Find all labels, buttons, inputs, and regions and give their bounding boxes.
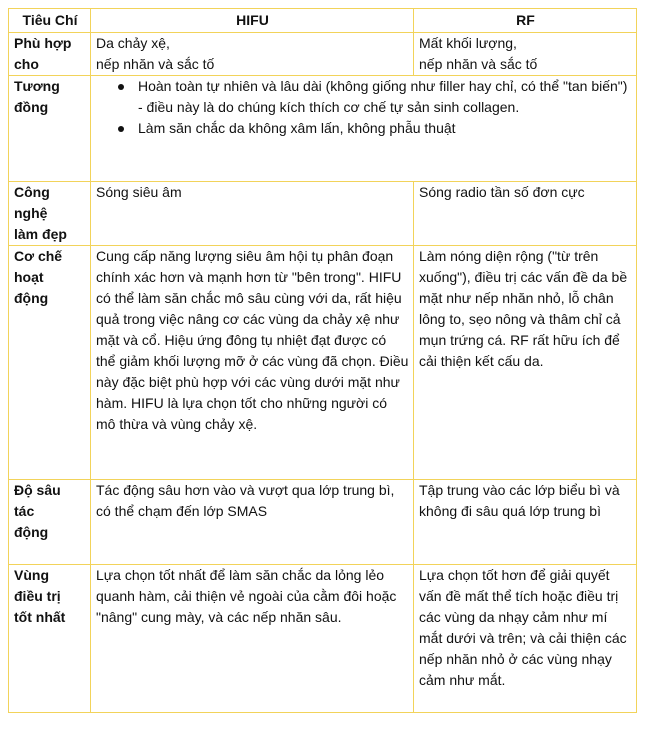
cell-similarity: [91, 76, 637, 182]
cell-hifu-best-area: Lựa chọn tốt nhất để làm săn chắc da lỏng lẻo quanh hàm, cải thiện vẻ ngoài của cằm đôi hoặc "nâng" cung mày, và các nếp nhăn sâu.: [91, 565, 414, 713]
header-criterion: Tiêu Chí: [9, 9, 91, 33]
row-label-line: cho: [14, 56, 39, 72]
row-label-line: Độ sâu: [14, 482, 61, 498]
row-label-line: Phù hợp: [14, 35, 72, 51]
cell-hifu-suitable: [91, 33, 414, 76]
cell-line: nếp nhăn và sắc tố: [419, 56, 538, 72]
header-rf: RF: [414, 9, 637, 33]
comparison-document: [8, 8, 637, 713]
row-label-line: Tương: [14, 78, 60, 94]
row-label-mechanism: [9, 246, 91, 480]
similarity-bullet: Làm săn chắc da không xâm lấn, không phẫu thuật: [138, 118, 632, 139]
cell-hifu-depth: Tác động sâu hơn vào và vượt qua lớp trung bì, có thể chạm đến lớp SMAS: [91, 480, 414, 565]
cell-line: Mất khối lượng,: [419, 35, 517, 51]
row-label-depth: [9, 480, 91, 565]
row-depth: [9, 480, 637, 565]
cell-hifu-mechanism: Cung cấp năng lượng siêu âm hội tụ phân đoạn chính xác hơn và mạnh hơn từ "bên trong". HIFU có thể làm săn chắc mô sâu cùng với da, rất hiệu quả trong việc nâng cơ các vùng da chảy xệ như mặt và cổ. Hiệu ứng đông tụ nhiệt đạt được có thể giảm khối lượng mỡ ở các vùng đã chọn. Điều này đặc biệt phù hợp với các vùng dưới mặt như hàm. HIFU là lựa chọn tốt cho những người có mô thừa và vùng chảy xệ.: [91, 246, 414, 480]
row-label-line: đồng: [14, 99, 49, 115]
row-label-technology: [9, 182, 91, 246]
cell-line: Da chảy xệ,: [96, 35, 170, 51]
row-suitable: [9, 33, 637, 76]
row-label-line: tác: [14, 503, 35, 519]
cell-line: nếp nhăn và sắc tố: [96, 56, 215, 72]
cell-rf-best-area: Lựa chọn tốt hơn để giải quyết vấn đề mất thể tích hoặc điều trị các vùng da nhạy cảm như mí mắt dưới và trên; và cải thiện các nếp nhăn nhỏ ở các vùng nhạy cảm như mắt.: [414, 565, 637, 713]
row-label-line: Công: [14, 184, 50, 200]
row-label-line: nghệ: [14, 205, 48, 221]
row-label-line: tốt nhất: [14, 609, 66, 625]
header-row: [9, 9, 637, 33]
cell-rf-technology: Sóng radio tần số đơn cực: [414, 182, 637, 246]
row-label-best-area: [9, 565, 91, 713]
row-label-line: Cơ chế: [14, 248, 63, 264]
row-label-line: hoạt: [14, 269, 44, 285]
cell-rf-depth: Tập trung vào các lớp biểu bì và không đi sâu quá lớp trung bì: [414, 480, 637, 565]
row-label-line: điều trị: [14, 588, 61, 604]
row-label-line: làm đẹp: [14, 226, 67, 242]
row-label-suitable: [9, 33, 91, 76]
row-label-line: động: [14, 524, 49, 540]
row-similarity: [9, 76, 637, 182]
row-label-line: Vùng: [14, 567, 49, 583]
cell-rf-suitable: [414, 33, 637, 76]
row-mechanism: [9, 246, 637, 480]
cell-rf-mechanism: Làm nóng diện rộng ("từ trên xuống"), điều trị các vấn đề da bề mặt như nếp nhăn nhỏ, lỗ chân lông to, sẹo nông và thâm chỉ cả mụn trứng cá. RF rất hữu ích để cải thiện kết cấu da.: [414, 246, 637, 480]
similarity-list: [96, 76, 632, 139]
row-label-similarity: [9, 76, 91, 182]
header-hifu: HIFU: [91, 9, 414, 33]
row-best-area: [9, 565, 637, 713]
comparison-table: [8, 8, 637, 713]
similarity-bullet: Hoàn toàn tự nhiên và lâu dài (không giống như filler hay chỉ, có thể "tan biến") - điều này là do chúng kích thích cơ chế tự sản sinh collagen.: [138, 76, 632, 118]
row-technology: [9, 182, 637, 246]
cell-hifu-technology: Sóng siêu âm: [91, 182, 414, 246]
row-label-line: động: [14, 290, 49, 306]
